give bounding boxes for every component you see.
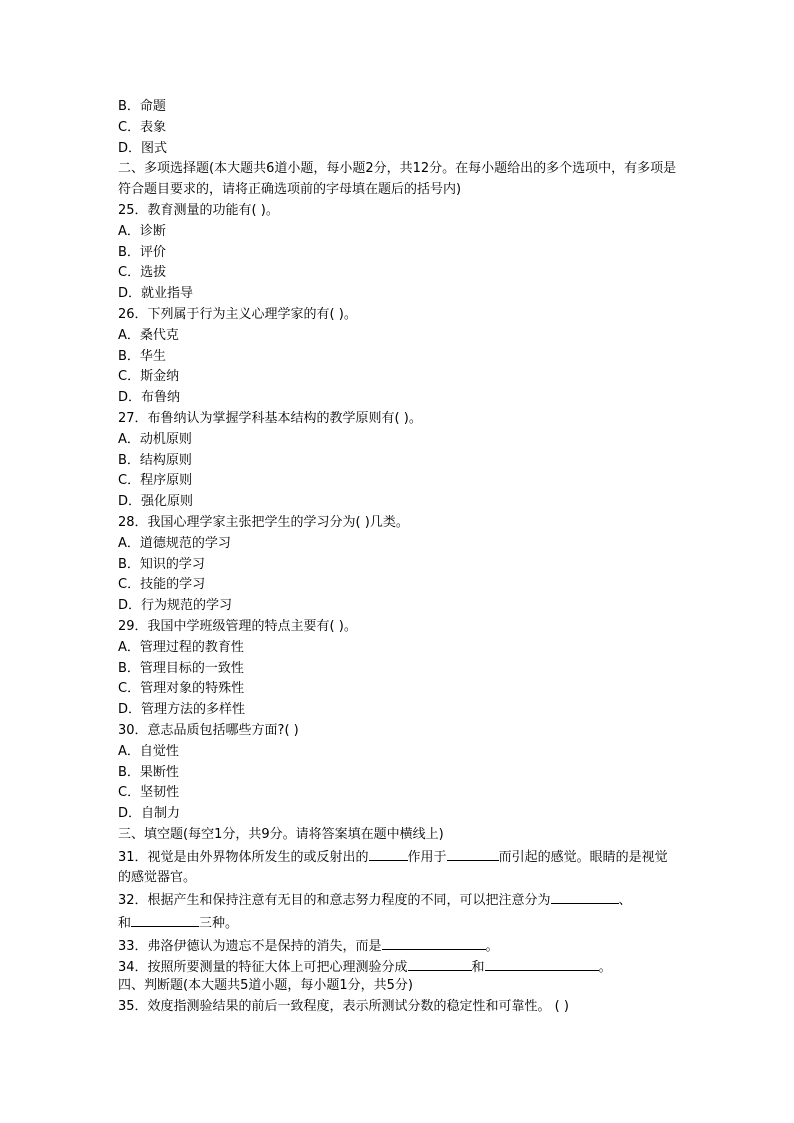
q34-text-c: 。 <box>598 959 612 975</box>
q33-text-b: 。 <box>485 938 499 954</box>
question-25 <box>118 201 678 305</box>
option-line: D．行为规范的学习 <box>118 598 233 614</box>
section-heading-true-false: 四、判断题(本大题共5道小题，每小题1分，共5分) <box>118 978 413 994</box>
question-27 <box>118 409 678 513</box>
q33-text-a: 33．弗洛伊德认为遗忘不是保持的消失，而是 <box>118 938 382 954</box>
question-stem: 28．我国心理学家主张把学生的学习分为( )几类。 <box>118 514 409 530</box>
q34-text-b: 和 <box>471 959 485 975</box>
q34-text-a: 34．按照所要测量的特征大体上可把心理测验分成 <box>118 959 408 975</box>
option-line: A．道德规范的学习 <box>118 535 231 551</box>
option-line: A．动机原则 <box>118 431 192 447</box>
option-line: A．桑代克 <box>118 327 179 343</box>
answer-blank <box>447 846 499 861</box>
option-line: B．知识的学习 <box>118 556 205 572</box>
question-32 <box>118 889 678 935</box>
option-line: D．强化原则 <box>118 494 194 510</box>
option-line: C．程序原则 <box>118 473 193 489</box>
question-stem: 25．教育测量的功能有( )。 <box>118 202 279 218</box>
answer-blank <box>408 956 472 971</box>
option-line: A．诊断 <box>118 223 166 239</box>
option-line: B．命题 <box>118 99 166 114</box>
answer-blank <box>485 956 599 971</box>
section-heading-fill-in: 三、填空题(每空1分，共9分。请将答案填在题中横线上) <box>118 826 444 842</box>
question-34 <box>118 956 678 977</box>
question-stem: 27．布鲁纳认为掌握学科基本结构的教学原则有( )。 <box>118 410 422 426</box>
q32-text-b: 、 <box>618 893 632 909</box>
option-line: B．评价 <box>118 244 166 260</box>
option-line: B．华生 <box>118 348 166 364</box>
question-stem: 26．下列属于行为主义心理学家的有( )。 <box>118 306 357 322</box>
option-line: D．图式 <box>118 140 168 156</box>
answer-blank <box>382 935 486 950</box>
option-line: A．自觉性 <box>118 743 179 759</box>
option-line: C．坚韧性 <box>118 785 180 801</box>
option-line: C．选拔 <box>118 265 167 281</box>
q31-text-b: 作用于 <box>407 849 447 865</box>
question-stem: 29．我国中学班级管理的特点主要有( )。 <box>118 618 357 634</box>
q31-text-a: 31．视觉是由外界物体所发生的或反射出的 <box>118 849 369 865</box>
q32-text-c: 和 <box>118 916 132 932</box>
option-line: B．管理目标的一致性 <box>118 660 244 676</box>
section-heading-multiple-choice: 二、多项选择题(本大题共6道小题，每小题2分，共12分。在每小题给出的多个选项中，有多项是符合题目要求的，请将正确选项前的字母填在题后的括号内) <box>118 161 677 198</box>
option-line: A．管理过程的教育性 <box>118 639 244 655</box>
option-line: D．管理方法的多样性 <box>118 702 246 718</box>
question-30 <box>118 721 678 825</box>
answer-blank <box>551 889 619 904</box>
option-line: B．结构原则 <box>118 452 192 468</box>
question-31 <box>118 846 678 890</box>
question-26 <box>118 305 678 409</box>
question-29 <box>118 617 678 721</box>
document-page <box>118 97 678 1018</box>
q31-text-c: 而引起的感觉。眼睛的是视觉的感觉器官。 <box>118 849 668 886</box>
question-28 <box>118 513 678 617</box>
q32-text-d: 三种。 <box>199 916 239 932</box>
option-line: D．布鲁纳 <box>118 390 181 406</box>
option-line: D．就业指导 <box>118 286 194 302</box>
option-line: B．果断性 <box>118 764 179 780</box>
option-line: C．管理对象的特殊性 <box>118 681 245 697</box>
answer-blank <box>131 912 199 927</box>
question-35: 35．效度指测验结果的前后一致程度，表示所测试分数的稳定性和可靠性。 ( ) <box>118 999 569 1015</box>
option-line: D．自制力 <box>118 806 181 822</box>
option-line: C．斯金纳 <box>118 369 180 385</box>
option-line: C．表象 <box>118 119 167 135</box>
answer-blank <box>369 846 408 861</box>
question-stem: 30．意志品质包括哪些方面?( ) <box>118 722 299 738</box>
question-33 <box>118 935 678 956</box>
option-line: C．技能的学习 <box>118 577 206 593</box>
q32-text-a: 32．根据产生和保持注意有无目的和意志努力程度的不同，可以把注意分为 <box>118 893 551 909</box>
